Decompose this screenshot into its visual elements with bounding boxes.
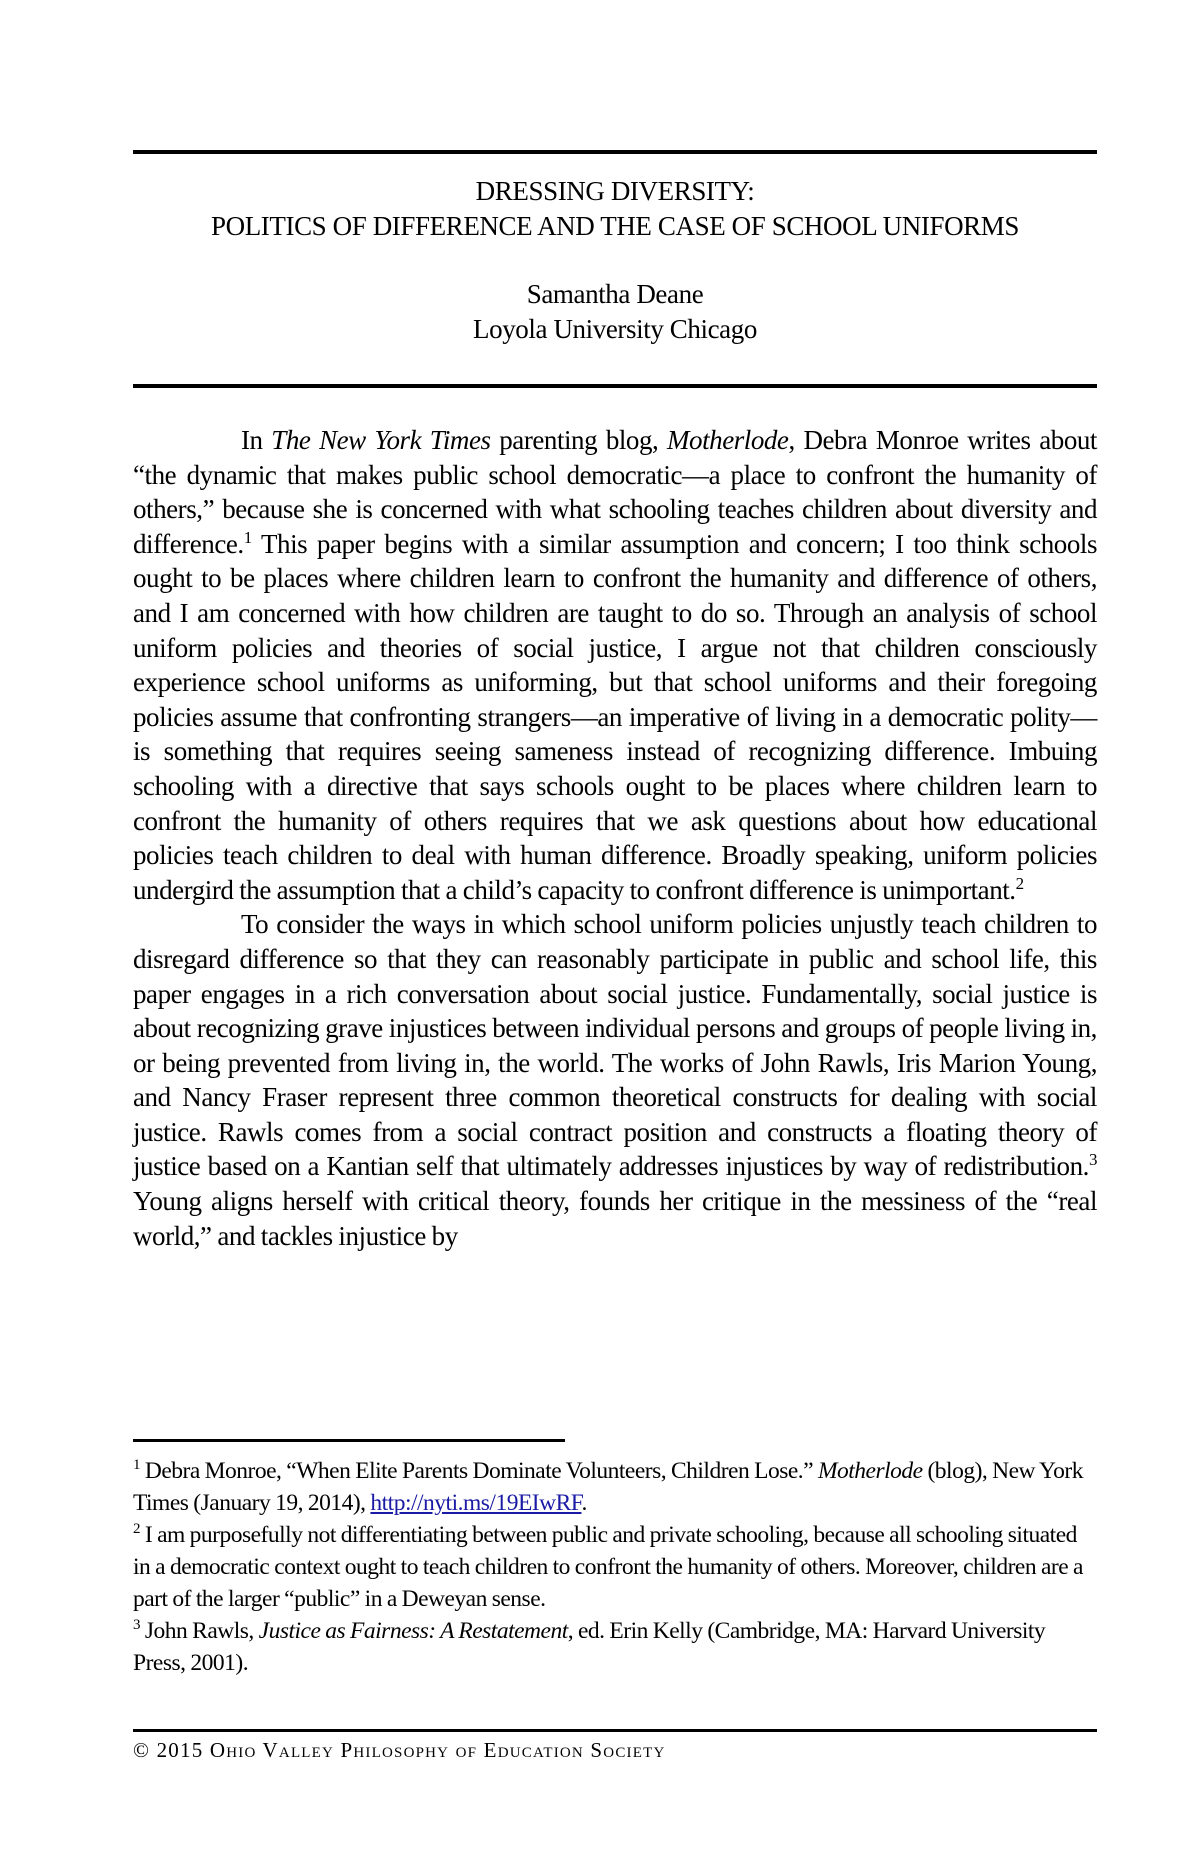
paragraph-text: This paper begins with a similar assumption and concern; I too think schools ought to be places where children learn to confront the humanity and difference of others, and I am concerned with how children are taught to do so. Through an analysis of school uniform policies and theories of social justice, I argue not that children consciously experience school uniforms as uniforming, but that school uniforms and their foregoing policies assume that confronting strangers—an imperative of living in a democratic polity—is something that requires seeing sameness instead of recognizing difference. Imbuing schooling with a directive that says schools ought to be places where children learn to confront the humanity of others requires that we ask questions about how educational policies teach children to deal with human difference. Broadly speaking, uniform policies undergird the assumption that a child’s capacity to confront difference is unimportant. <box>133 528 1097 905</box>
copyright-notice: © 2015 Ohio Valley Philosophy of Education Society <box>133 1738 666 1762</box>
footnote-text: (blog), New York Times (January 19, 2014), <box>133 1458 1083 1516</box>
title-line-2: POLITICS OF DIFFERENCE AND THE CASE OF SCHOOL UNIFORMS <box>210 211 1020 241</box>
paragraph-1 <box>133 423 1097 907</box>
footnote-ref-1[interactable]: 1 <box>243 527 252 547</box>
body-text <box>133 423 1097 1253</box>
author-block <box>133 277 1097 347</box>
paragraph-text: parenting blog, <box>490 425 667 455</box>
footnote-text: Debra Monroe, “When Elite Parents Dominate Volunteers, Children Lose.” <box>140 1458 818 1484</box>
footnote-blog-title: Motherlode <box>817 1458 923 1484</box>
newspaper-title: The New York Times <box>271 425 491 455</box>
paragraph-text: In <box>241 425 272 455</box>
author-name: Samantha Deane <box>526 279 704 309</box>
footnote-ref-3[interactable]: 3 <box>1088 1150 1097 1170</box>
footer-rule <box>133 1729 1097 1732</box>
footnote-book-title: Justice as Fairness: A Restatement <box>258 1618 568 1644</box>
footnote-text: I am purposefully not differentiating between public and private schooling, because all schooling situated in a democratic context ought to teach children to confront the humanity of others. Moreover, children are a part of the larger “public” in a Deweyan sense. <box>133 1522 1083 1612</box>
footnote-ref-2[interactable]: 2 <box>1015 873 1024 893</box>
paragraph-text: Young aligns herself with critical theory, founds her critique in the messiness of the “real world,” and tackles injustice by <box>133 1186 1097 1251</box>
footnote-text: John Rawls, <box>140 1618 259 1644</box>
footnote-mark-1: 1 <box>133 1457 140 1473</box>
footnote-mark-3: 3 <box>133 1617 140 1633</box>
footnote-1 <box>133 1455 1097 1519</box>
top-rule <box>133 150 1097 154</box>
paragraph-text: To consider the ways in which school uniform policies unjustly teach children to disregard difference so that they can reasonably participate in public and school life, this paper engages in a rich conversation about social justice. Fundamentally, social justice is about recognizing grave injustices between individual persons and groups of people living in, or being prevented from living in, the world. The works of John Rawls, Iris Marion Young, and Nancy Fraser represent three common theoretical constructs for dealing with social justice. Rawls comes from a social contract position and constructs a floating theory of justice based on a Kantian self that ultimately addresses injustices by way of redistribution. <box>133 909 1097 1182</box>
footnote-3 <box>133 1615 1097 1679</box>
header-bottom-rule <box>133 384 1097 388</box>
footnote-link[interactable]: http://nyti.ms/19EIwRF <box>370 1490 582 1516</box>
footnote-mark-2: 2 <box>133 1521 140 1537</box>
title-line-1: DRESSING DIVERSITY: <box>475 176 755 206</box>
paragraph-text: , Debra Monroe writes about “the dynamic that makes public school democratic—a place to confront the humanity of others,” because she is concerned with what schooling teaches children about diversity and difference. <box>133 425 1097 559</box>
footnote-2 <box>133 1519 1097 1615</box>
author-affiliation: Loyola University Chicago <box>473 314 757 344</box>
footnote-separator <box>133 1439 565 1442</box>
footnote-text: . <box>581 1490 587 1516</box>
footnotes <box>133 1455 1097 1679</box>
paragraph-2 <box>133 907 1097 1253</box>
blog-title: Motherlode <box>667 425 789 455</box>
footnote-text: , ed. Erin Kelly (Cambridge, MA: Harvard University Press, 2001). <box>133 1618 1046 1676</box>
paper-title <box>133 174 1097 244</box>
